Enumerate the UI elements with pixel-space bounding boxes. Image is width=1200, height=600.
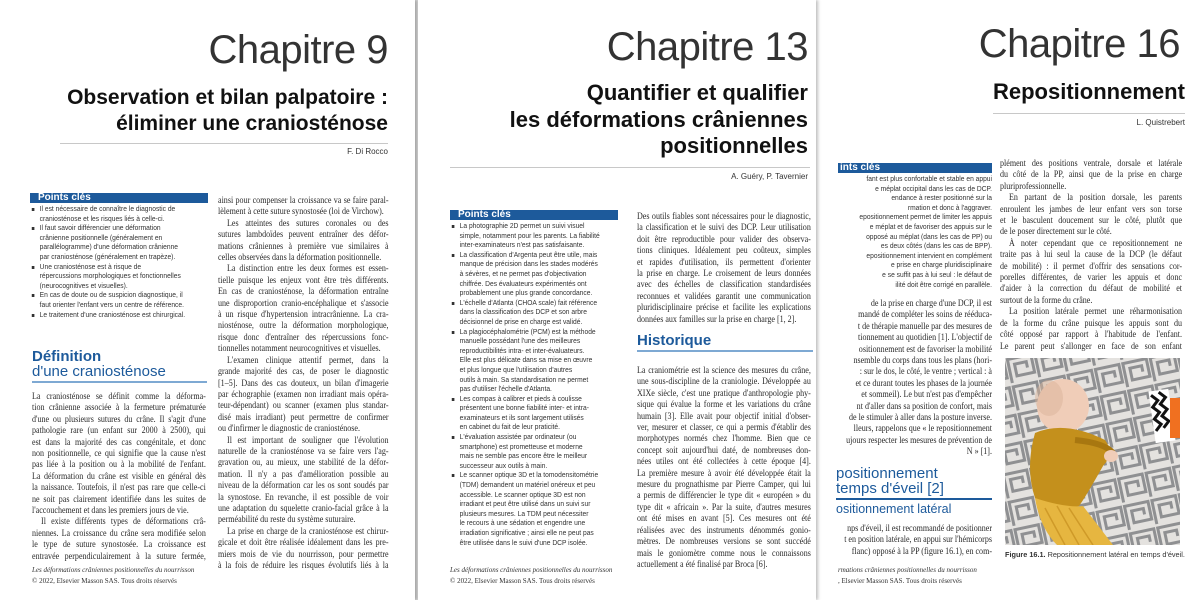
text-line: mesure du prognathisme par Pierre Camper, qui lui <box>637 479 811 491</box>
history-paragraph <box>637 365 811 570</box>
text-line: L'échelle d'Atlanta (CHOA scale) fait référence <box>459 297 598 307</box>
text-line: Les compas à calibrer et pieds à coulisse <box>459 393 582 403</box>
text-line: ujours respecter les mesures de prévention de <box>846 434 992 446</box>
text-line: nps d'éveil, il est recommandé de positionner <box>847 523 992 534</box>
text-line: répercussions morphologiques et fonctionnelles <box>39 271 181 281</box>
subheading: ositionnement latéral <box>836 502 952 516</box>
text-line: chiffrée. Des évaluateurs expérimentés ont <box>459 278 587 288</box>
text-line: À noter cependant que ce repositionnement ne <box>1009 237 1183 249</box>
text-line: est dans la majorité des cas congénitale, et donc <box>32 436 206 448</box>
text-line: celles observées dans la déformation positionnelle. <box>218 252 382 264</box>
page-chapter-9 <box>0 0 415 600</box>
title-line: Quantifier et qualifier <box>586 80 808 105</box>
text-line: être utilisée dans le suivi d'une DCP isolée. <box>459 537 588 547</box>
text-line: Les atteintes des sutures coronales ou des <box>227 217 389 229</box>
text-line: à sévères, et ne permet pas d'objectivation <box>459 268 587 278</box>
text-line: e prise en charge pluridisciplinaire <box>890 260 992 270</box>
text-line: La photographie 2D permet un suivi visuel <box>459 221 585 230</box>
text-line: de le stimuler à aller dans la posture inverse. <box>848 412 992 424</box>
author: F. Di Rocco <box>347 147 388 156</box>
text-line: pas liée à la position ou à la mobilité de l'enfant. <box>32 459 206 471</box>
text-line: tionnement au quotidien [1]. L'objectif de <box>858 332 992 344</box>
body-column-right <box>218 195 389 571</box>
chapter-title: Repositionnement <box>993 79 1185 104</box>
text-line: La première mesure à avoir été développée était la <box>637 467 811 479</box>
divider <box>60 143 388 144</box>
key-points-heading: Points clés <box>30 193 208 203</box>
text-line: sutures lambdoïdes peuvent entraîner des défor- <box>218 229 389 241</box>
text-line: niosténose, outre la déformation morphologique, <box>218 320 389 332</box>
text-line: de mobilité) : il permet d'offrir des sensations cor- <box>1000 260 1183 272</box>
text-line: La classification d'Argenta peut être utile, mais <box>459 249 598 259</box>
title-line: les déformations crâniennes <box>509 106 808 132</box>
text-line: Il est nécessaire de connaître le diagnostic de <box>39 204 176 213</box>
text-line: La déformation du crâne est visible en général dès <box>32 470 206 482</box>
text-line: e se suffit pas à lui seul : le défaut de <box>882 269 992 279</box>
text-line: Le traitement d'une craniosténose est chirurgical. <box>39 309 186 319</box>
text-line: une disproportion cranio-encéphalique et s'associe <box>218 297 389 309</box>
text-line: ilité doit être corrigé en parallèle. <box>895 279 992 289</box>
text-line: de la forme du crâne puisque les appuis sont du <box>1000 317 1183 329</box>
text-line: Il faut savoir différencier une déformation <box>39 223 161 233</box>
text-line: t en position latérale, en appui sur l'hémicorps <box>844 534 992 546</box>
chapter-number: Chapitre 13 <box>606 25 808 69</box>
intro-paragraph <box>637 211 811 325</box>
divider <box>993 113 1185 114</box>
figure-photo-baby <box>1005 358 1180 545</box>
key-points-box <box>30 193 208 319</box>
text-line: disé mais irradiant) peut permettre de confirmer <box>218 411 389 423</box>
key-points-list <box>838 174 992 289</box>
key-points-box <box>450 210 618 547</box>
text-line: parallélogramme) d'une déformation crânienne <box>39 242 179 252</box>
text-line: tielle puisque les enjeux vont être très différents. <box>218 274 389 286</box>
text-line: sique qui évalue la forme et les variations du crâne <box>637 399 811 411</box>
key-point-item <box>450 432 617 470</box>
text-line: ver, mesurer et classer, ce qui a permis d'établir des <box>637 422 811 434</box>
text-line: crânienne positionnelle (généralement en <box>39 232 163 242</box>
text-line: mation. Il n'y a pas d'amélioration possible au <box>218 468 389 480</box>
key-points-box <box>838 163 992 289</box>
text-line: dans la classification des DCP et son arbre <box>459 307 587 317</box>
text-line: La craniométrie est la science des mesures du crâne, <box>637 365 811 376</box>
text-line: smartphone) est prometteuse et moderne <box>459 441 583 451</box>
text-line: outils à main. Sa standardisation ne permet <box>459 374 589 384</box>
text-line: et rapides d'utilisation, ils permettent d'orienter <box>637 256 811 268</box>
text-line: côté opposé par rapport à l'habitude de l'enfant. <box>1000 329 1183 341</box>
text-line: e méplat occipital dans les cas de DCP. <box>875 183 992 193</box>
key-points-heading: Points clés <box>450 210 618 220</box>
text-line: Il est important de souligner que l'évolution <box>227 434 389 446</box>
text-line: flanc) opposé à la PP (figure 16.1), en com- <box>851 545 992 557</box>
page-chapter-16 <box>816 0 1200 600</box>
text-line: gicale et doit être réalisée idéalement dans les pre- <box>218 537 389 549</box>
chapter-number: Chapitre 16 <box>978 22 1180 66</box>
text-line: doit être reproductible pour valider des observa- <box>637 233 811 245</box>
text-line: d'aider à la correction du défaut de mobilité et <box>1000 283 1183 295</box>
text-line: accessible. Le scanner optique 3D est non <box>459 489 586 499</box>
page-footer <box>32 565 194 587</box>
copyright: © 2022, Elsevier Masson SAS. Tous droits réservés <box>450 577 595 585</box>
figure-caption-text: Repositionnement latéral en temps d'éveil. <box>1047 550 1185 559</box>
text-line: une sous-discipline de la craniologie. Développée au <box>637 376 811 388</box>
text-line: tions cliniques. Idéalement peu coûteux, simples <box>637 245 811 257</box>
text-line: mations crâniennes à première vue similaires à <box>218 240 389 252</box>
text-line: examinateurs et ils sont largement utilisés <box>459 412 584 422</box>
text-line: niennes. La croissance du crâne sera modifiée selon <box>32 527 206 539</box>
text-line: une adaptation du squelette cranio-facial grâce à la <box>218 502 389 514</box>
book-title: Les déformations crâniennes positionnelles du nourrisson <box>450 566 613 574</box>
key-point-item <box>450 327 617 394</box>
key-point-item <box>450 394 617 432</box>
text-line: La craniosténose se définit comme la déforma- <box>32 391 206 402</box>
text-line: nées utiles ont été collectées à cette époque [4]. <box>637 456 811 468</box>
text-line: t de thérapie manuelle par des mesures de <box>857 320 992 332</box>
text-line: [1–5]. Dans des cas douteux, un bilan d'imagerie <box>218 377 389 389</box>
text-line: le type de suture synostosée. La croissance est <box>32 539 206 551</box>
text-line: epositionnement intervient en complément <box>866 250 992 260</box>
text-line: successeur aux outils à main. <box>459 460 548 470</box>
text-line: En cas de doute ou de suspicion diagnostique, il <box>39 290 183 300</box>
text-line: irradiation significative ; ainsi elle ne peut pas <box>459 528 594 537</box>
text-line: mais le goniomètre comme nous le connaissons <box>637 547 811 559</box>
chapter-number: Chapitre 9 <box>208 28 388 72</box>
text-line: de le poser directement sur le côté. <box>1000 226 1112 238</box>
text-line: présentent une bonne fiabilité inter- et intra- <box>459 403 589 413</box>
text-line: grande majorité des cas, de poser le diagnostic <box>218 366 389 378</box>
text-line: tion crânienne associée à la fermeture prématurée <box>32 402 206 414</box>
section-heading <box>836 466 992 500</box>
text-line: miers mois de vie du nourrisson, pour permettre <box>218 548 389 560</box>
text-line: non positionnelle, ce qui signifie que la cause n'est <box>32 448 206 460</box>
text-line: tionnelles notamment neurocognitives et visuelles. <box>218 343 381 355</box>
section-heading: Historique <box>637 333 813 352</box>
page-footer <box>838 565 977 587</box>
text-line: epositionnement permet de limiter les appuis <box>859 212 992 222</box>
text-line: En cas de craniosténose, la déformation entraîne <box>218 286 389 298</box>
text-line: la prise en charge. Le croisement de leurs données <box>637 268 811 280</box>
text-line: lèlement à cette suture synostosée (loi de Virchow). <box>218 206 384 218</box>
text-line: reconnues et validées garantit une communication <box>637 290 811 302</box>
key-point-item <box>30 310 206 320</box>
text-line: a permis de différencier le type dit « européen » du <box>637 490 811 502</box>
text-line: du côté de la PP, ainsi que de la prise en charge <box>1000 169 1183 181</box>
body-column-right <box>1000 158 1182 352</box>
divider <box>450 167 810 168</box>
text-line: En partant de la position dorsale, les parents <box>1009 192 1183 204</box>
key-points-list <box>450 221 617 547</box>
text-line: faut orienter l'enfant vers un centre de référence. <box>39 299 184 309</box>
text-line: pas d'utiliser l'échelle d'Atlanta. <box>459 384 552 394</box>
chapter-title <box>67 85 388 137</box>
copyright: , Elsevier Masson SAS. Tous droits réservés <box>838 577 962 585</box>
text-line: pluriprofessionnelle. <box>1000 180 1067 192</box>
text-line: craniosténose et les risques liés à celle-ci. <box>39 213 165 223</box>
text-line: pathologie rare (un enfant sur 2000 à 2500), qui <box>32 425 206 437</box>
text-line: enroulent les jambes de leur enfant vers son torse <box>1000 203 1183 215</box>
text-line: teur-dépendant) ou scanner (examen plus standar- <box>218 400 389 412</box>
text-line: L'examen clinique attentif permet, dans la <box>227 354 389 366</box>
key-point-item <box>30 204 206 223</box>
text-line: lleurs, rappelons que « le repositionnement <box>853 423 992 435</box>
text-line: porelles différentes, de varier les appuis et donc <box>1000 272 1183 284</box>
text-line: le recours à une sédation et engendre une <box>459 518 586 528</box>
text-line: Elle est plus délicate dans sa mise en œuvre <box>459 355 593 365</box>
text-line: inter-examinateurs n'est pas satisfaisante. <box>459 240 585 250</box>
text-line: actuellement a été finalisé par Broca [6]. <box>637 558 768 570</box>
text-line: mais ne semble pas encore être le meilleur <box>459 451 588 461</box>
key-point-item <box>450 470 617 547</box>
text-line: de la prise en charge d'une DCP, il est <box>870 298 992 309</box>
text-line: mandé de compléter les soins de rééduca- <box>858 309 992 321</box>
text-line: rmation et donc à l'aggraver. <box>907 202 992 212</box>
key-point-item <box>30 262 206 291</box>
key-points-heading: ints clés <box>838 163 992 173</box>
text-line: ainsi pour compenser la croissance va se faire paral- <box>218 195 389 206</box>
text-line: et le basculent doucement sur le côté, plutôt que <box>1000 215 1183 227</box>
author: L. Quistrebert <box>1136 118 1185 127</box>
title-line: éliminer une craniosténose <box>116 112 388 135</box>
figure-label: Figure 16.1. <box>1005 550 1046 559</box>
text-line: opposé au méplat (dans les cas de PP) ou <box>866 231 992 241</box>
text-line: plément des positions ventrale, dorsale et latérale <box>1000 158 1183 169</box>
body-column-left <box>820 298 992 458</box>
text-line: endance à rester positionné sur la <box>891 193 992 203</box>
text-line: par échographie (examen non irradiant mais opéra- <box>218 388 389 400</box>
text-line: gravation ou, au mieux, une stabilité de la défor- <box>218 457 389 469</box>
text-line: (neurocognitives et visuelles). <box>39 280 128 290</box>
heading-line: positionnement <box>836 465 938 482</box>
key-point-item <box>30 223 206 261</box>
text-line: ne soit pas clairement identifiée dans les suites de <box>32 493 206 505</box>
text-line: morphotypes normés chez l'homme. Bien que ce <box>637 433 811 445</box>
text-line: Des outils fiables sont nécessaires pour le diagnostic, <box>637 211 811 222</box>
text-line: et ce durant toutes les phases de la journée <box>855 377 992 389</box>
text-line: naturelle de la craniosténose va se faire vers l'ag- <box>218 445 389 457</box>
title-line: Observation et bilan palpatoire : <box>67 86 388 109</box>
text-line: reproductibilités intra- et inter-évaluateurs. <box>459 345 585 355</box>
text-line: risque donc d'entraîner des répercussions fonc- <box>218 331 389 343</box>
text-line: N » [1]. <box>966 446 992 458</box>
figure-caption <box>1005 550 1185 559</box>
text-line: et sommeil). Le but n'est pas d'empêcher <box>861 389 992 401</box>
text-line: et plus longue que l'utilisation d'autres <box>459 364 573 374</box>
section-heading <box>32 349 207 383</box>
text-line: nt d'aller dans sa position de confort, mais <box>856 400 992 412</box>
text-line: La plagiocéphalométrie (PCM) est la méthode <box>459 326 596 336</box>
text-line: concept soit aujourd'hui daté, de nombreuses don- <box>637 444 811 456</box>
text-line: pluridisciplinaire précise et facilite les explications <box>637 302 811 314</box>
text-line: traite pas à lui seul la cause de la DCP (le défaut <box>1000 249 1183 261</box>
copyright: © 2022, Elsevier Masson SAS. Tous droits réservés <box>32 577 177 585</box>
text-line: e méplat et de favoriser des appuis sur le <box>869 221 992 231</box>
chapter-title <box>510 80 808 160</box>
text-line: par craniosténose (généralement en trapèze). <box>39 251 176 261</box>
text-line: fant est plus confortable et stable en appui <box>866 174 992 183</box>
text-line: l'accouchement et dans les premiers jours de vie. <box>32 505 189 517</box>
key-point-item <box>450 221 617 250</box>
key-point-item <box>450 298 617 327</box>
text-line: irradiant et peut être utilisé dans un suivi sur <box>459 499 591 509</box>
text-line: La distinction entre les deux formes est essen- <box>227 263 389 275</box>
text-line: Le parent peut s'allonger en face de son enfant <box>1000 340 1183 352</box>
body-column-left <box>32 391 206 562</box>
text-line: mètres. De nombreuses versions se sont succédé <box>637 536 811 548</box>
author: A. Guéry, P. Tavernier <box>731 172 808 181</box>
book-title: rmations crâniennes positionnelles du nourrisson <box>838 566 977 574</box>
text-line: ositionnement est de favoriser la mobilité <box>858 343 992 355</box>
text-line: avec des échelles de classification standardisées <box>637 279 811 291</box>
body-column-left-continued <box>820 523 992 557</box>
key-point-item <box>30 290 206 309</box>
heading-line: temps d'éveil [2] <box>836 480 944 497</box>
text-line: simple, notamment pour les parents. La fiabilité <box>459 230 600 240</box>
key-points-list <box>30 204 206 319</box>
text-line: L'évaluation assistée par ordinateur (ou <box>459 432 577 442</box>
heading-line: Définition <box>32 348 102 365</box>
text-line: manque de précision dans les stades modérés <box>459 259 598 269</box>
text-line: probablement une plus grande concordance. <box>459 288 593 298</box>
text-line: ont été mises en avant [5]. Ces mesures ont été <box>637 513 811 525</box>
text-line: (TDM) demandent un matériel onéreux et peu <box>459 480 596 490</box>
book-title: Les déformations crâniennes positionnelles du nourrisson <box>32 566 195 574</box>
text-line: XIXe siècle, c'est une pratique d'anthropologie phy- <box>637 387 811 399</box>
page-footer <box>450 565 612 587</box>
text-line: décisionnel de prise en charge est validé. <box>459 316 583 326</box>
text-line: la naissance. Toutefois, il n'est pas rare que celle-ci <box>32 482 206 494</box>
text-line: humain [3]. Elle avait pour objectif initial d'obser- <box>637 410 811 422</box>
text-line: la synostose. En revanche, il est possible de voir <box>218 491 389 503</box>
text-line: données aux familles sur la prise en charge [1, 2]. <box>637 313 797 325</box>
text-line: à un risque d'hypertension intracrânienne. La cra- <box>218 309 389 321</box>
text-line: d'une ou plusieurs sutures du crâne. Il s'agit d'une <box>32 413 206 425</box>
text-line: : sur le dos, le côté, le ventre ; vertical : à <box>859 366 992 378</box>
key-point-item <box>450 250 617 298</box>
text-line: manuelle possédant l'une des meilleures <box>459 336 581 346</box>
page-chapter-13 <box>418 0 816 600</box>
text-line: ou d'infirmer le diagnostic de craniosténose. <box>218 423 361 435</box>
text-line: Le scanner optique 3D et la tomodensitométrie <box>459 470 599 480</box>
text-line: à la fois de réduire les risques évolutifs liés à la <box>218 560 389 571</box>
text-line: en cabinet du fait de leur praticité. <box>459 422 560 432</box>
text-line: surtout de la forme du crâne. <box>1000 294 1093 306</box>
text-line: niveau de la déformation car les os sont soudés par <box>218 480 389 492</box>
text-line: es deux côtés (dans les cas de BPP). <box>880 241 992 251</box>
text-line: nsemble du corps dans tous les plans (hori- <box>853 355 992 367</box>
text-line: perméabilité du reste du système suturaire. <box>218 514 356 526</box>
text-line: La position latérale permet une réharmonisation <box>1009 306 1183 318</box>
text-line: Une craniosténose est à risque de <box>39 261 142 271</box>
text-line: entravée perpendiculairement à la suture fermée, <box>32 550 206 562</box>
heading-line: d'une craniosténose <box>32 363 166 380</box>
text-line: réalisées avec des instruments dénommés gonio- <box>637 524 811 536</box>
title-line: positionnelles <box>660 133 808 158</box>
text-line: Il existe différents types de déformations crâ- <box>41 516 206 528</box>
text-line: type dit « africain ». Par la suite, d'autres mesures <box>637 501 811 513</box>
text-line: la classification et le suivi des DCP. Leur utilisation <box>637 222 811 234</box>
text-line: plusieurs mesures. La TDM peut nécessiter <box>459 508 589 518</box>
text-line: La prise en charge de la craniosténose est chirur- <box>227 525 389 537</box>
